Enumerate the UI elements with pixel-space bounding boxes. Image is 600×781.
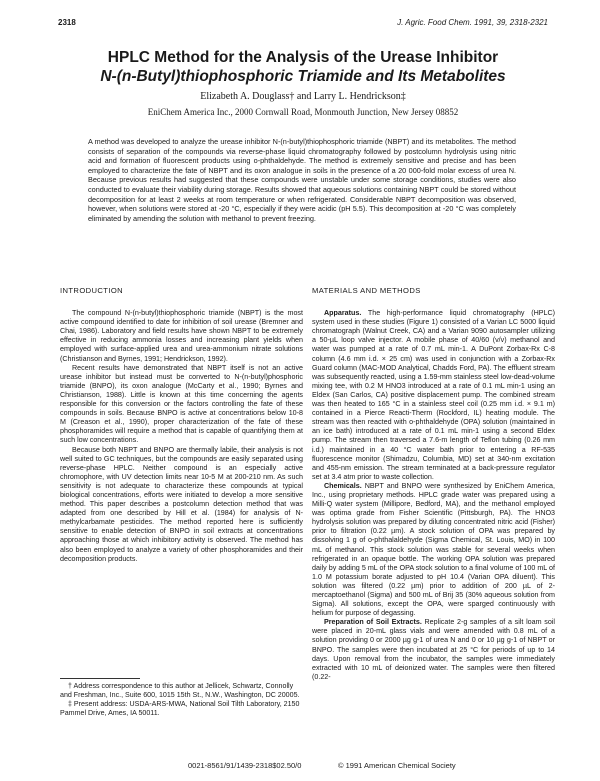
soil-extracts-text: Replicate 2-g samples of a silt loam soil were placed in 20-mL glass vials and were amended with 0.8 mL of a solution providing 0 or 2000 µg g-1 of urea N and 0 or 10 µg g-1 of NBPT or BNPO. The samples were then incubated at 25 °C for periods of up to 14 days. Upon removal from the incubator, the samples were immediately extracted with 10 mL of deionized water. The samples were then filtered (0.22- bbox=[312, 618, 555, 681]
left-column bbox=[60, 286, 303, 564]
footnote-2: ‡ Present address: USDA-ARS-MWA, National Soil Tilth Laboratory, 2150 Pammel Drive, Ames, IA 50011. bbox=[60, 700, 300, 718]
affiliation: EniChem America Inc., 2000 Cornwall Road, Monmouth Junction, New Jersey 08852 bbox=[147, 107, 459, 117]
page-footer bbox=[58, 761, 548, 771]
apparatus-text: The high-performance liquid chromatography (HPLC) system used in these studies (Figure 1) consisted of a Varian LC 5000 liquid chromatograph (Walnut Creek, CA) and a Varian 9090 autosampler utilizing a 50-µL loop valve injector. A mobile phase of 40/60 (v/v) methanol and water was pumped at a rate of 0.7 mL min-1. A DuPont Zorbax-Rx C-8 column (4.6 mm i.d. × 25 cm) was used in conjunction with a Zorbax-Rx Guard column (MAC-MOD Analytical, Chadds Ford, PA). The effluent stream was subsequently reacted, using a 1.59-mm stainless steel low-dead-volume mixing tee, with 0.2 M HNO3 introduced at a rate of 0.1 mL min-1 using an Eldex (San Carlos, CA) positive displacement pump. The combined stream was then heated to 165 °C in a stainless steel coil (0.25 mm i.d. × 9.1 m) contained in a Pierce Reacti-Therm (Rockford, IL) heating module. The stream was then reacted with o-phthaldehyde (OPA) solution (maintained in an ice bath) introduced at a rate of 0.1 mL min-1 using a second Eldex pump. The stream then traversed a 7.6-m length of Teflon tubing (0.26 mm i.d.) maintained in a 40 °C water bath prior to entering a RF-535 fluorescence monitor (Shimadzu, Columbia, MD) set at 340-nm excitation and 455-nm emission. The stream terminated at a back-pressure regulator set at 3.4 atm prior to waste collection. bbox=[312, 309, 555, 481]
soil-extracts-label: Preparation of Soil Extracts. bbox=[324, 618, 422, 627]
intro-paragraph-1: The compound N-(n-butyl)thiophosphoric triamide (NBPT) is the most active compound identified to date for inhibition of soil urease (Bremner and Chai, 1986). Laboratory and field results have shown NBPT to be extremely effective in reducing ammonia losses and increasing plant yields when employed with surface-applied urea and urea-ammonium nitrate solutions (Christianson and Byrnes, 1991; Hendrickson, 1992). bbox=[60, 309, 303, 363]
introduction-heading: INTRODUCTION bbox=[60, 286, 124, 295]
copyright: © 1991 American Chemical Society bbox=[338, 761, 456, 770]
methods-heading: MATERIALS AND METHODS bbox=[312, 286, 421, 295]
chemicals-text: NBPT and BNPO were synthesized by EniChem America, Inc., using proprietary methods. HPLC grade water was prepared using a Milli-Q water system (Millipore, Bedford, MA), and the methanol employed was optima grade from Fisher Scientific (Pittsburgh, PA). The HNO3 hydrolysis solution was prepared by diluting concentrated nitric acid (Fisher) prior to filtration (0.22 µm). A stock solution of OPA was prepared by dissolving 1 g of o-phthalaldehyde (Sigma Chemical, St. Louis, MO) in 100 mL of methanol. This stock solution was stable for several weeks when refrigerated in an opaque bottle. The working OPA solution was prepared daily by adding 5 mL of the OPA stock solution to a final volume of 100 mL of 1.0 M potassium borate adjusted to pH 10.4 (Varian OPA diluent). This solution was filtered (0.22 µm) prior to addition of 200 µL of 2-mercaptoethanol (Sigma) and 500 mL of Brij 35 (30% aqueous solution from Sigma). All solutions, except the OPA, were sparged continuously with helium for purpose of degassing. bbox=[312, 481, 555, 618]
apparatus-label: Apparatus. bbox=[324, 309, 362, 318]
chemicals-label: Chemicals. bbox=[324, 481, 362, 490]
title-line-2: N-(n-Butyl)thiophosphoric Triamide and Its Metabolites bbox=[100, 68, 506, 85]
apparatus-paragraph bbox=[312, 309, 555, 482]
chemicals-paragraph bbox=[312, 482, 555, 618]
abstract: A method was developed to analyze the urease inhibitor N-(n-butyl)thiophosphoric triamide (NBPT) and its metabolites. The method consists of separation of the compounds via reverse-phase liquid chromatography followed by postcolumn hydrolysis using nitric acid and formation of fluorescent products using o-phthaldehyde. The method is extremely sensitive and precise and has been employed to characterize the fate of NBPT and its oxon analogue in soils in the presence of a 20 000-fold molar excess of urea N. Because previous results had suggested that these compounds were unstable under some storage conditions, studies were also conducted to evaluate their viability during storage. Results showed that aqueous solutions containing NBPT could be stored without decomposition for at least 2 weeks at room temperature or when refrigerated. Considerable NBPT decomposition was observed, however, when solutions were stored at -20 °C, especially if they were acidic (pH 5.5). This decomposition at -20 °C was completely eliminated by amending the solution with methanol to prevent freezing. bbox=[88, 137, 516, 223]
footnote-rule bbox=[60, 678, 140, 679]
footnotes bbox=[60, 678, 303, 718]
article-code: 0021-8561/91/1439-2318$02.50/0 bbox=[188, 761, 302, 770]
article-title bbox=[58, 48, 548, 86]
journal-citation: J. Agric. Food Chem. 1991, 39, 2318-2321 bbox=[397, 18, 548, 27]
running-header bbox=[58, 18, 548, 32]
title-line-1: HPLC Method for the Analysis of the Urease Inhibitor bbox=[107, 49, 499, 66]
soil-extracts-paragraph bbox=[312, 618, 555, 682]
page-number: 2318 bbox=[58, 18, 76, 27]
intro-paragraph-3: Because both NBPT and BNPO are thermally labile, their analysis is not well suited to GC techniques, but the compounds are easily separated using reverse-phase HPLC. Neither compound is an especially active chromophore, with UV detection limits near 10-5 M at 200-210 nm. As such sensitivity is not adequate to characterize these compounds at typical biological concentrations, efforts were initiated to develop a more sensitive method. This paper describes a postcolumn detection method that was adapted from one described by Hill et al. (1984) for analysis of N-methylcarbamate pesticides. The method reported here is sufficiently sensitive to enable detection of BNPO in soil extracts at concentrations approaching those at which inhibitory activity is observed. The method has also been employed to analyze a variety of other phosphoramides and their decomposition products. bbox=[60, 445, 303, 563]
author-list: Elizabeth A. Douglass† and Larry L. Hendrickson‡ bbox=[200, 91, 406, 102]
footnote-1: † Address correspondence to this author at Jellicek, Schwartz, Connolly and Freshman, Inc., Suite 600, 1015 15th St., N.W., Washington, DC 20005. bbox=[60, 682, 300, 700]
intro-paragraph-2: Recent results have demonstrated that NBPT itself is not an active urease inhibitor but instead must be converted to N-(n-butyl)phosphoric triamide (BNPO), its oxon analogue (McCarty et al., 1990; Byrnes and Christianson, 1988). Little is known at this time concerning the agents responsible for this conversion or the factors controlling the fate of these compounds in soils. Because BNPO is active at concentrations below 10-8 M (Creason et al., 1990), proper characterization of the fate of these phosphoramides will require a method that is capable of quantifying them at such low concentrations. bbox=[60, 363, 303, 445]
right-column bbox=[312, 286, 555, 682]
